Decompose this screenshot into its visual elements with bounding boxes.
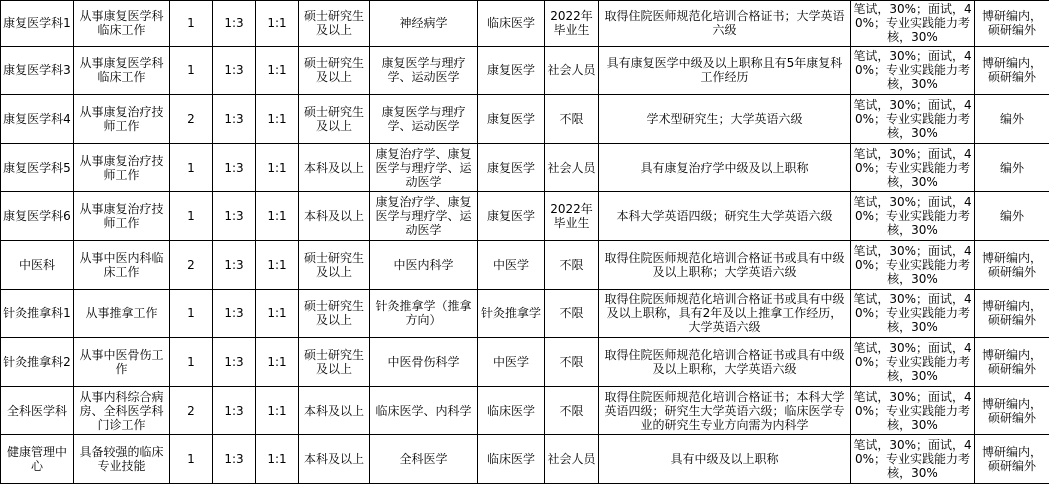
requirement-cell: 学术型研究生；大学英语六级 bbox=[599, 95, 851, 144]
major-cell: 针灸推拿学（推拿方向） bbox=[370, 289, 478, 338]
exam-weight-cell: 笔试，30%；面试，40%；专业实践能力考核，30% bbox=[851, 95, 975, 144]
hire-ratio-cell: 1:1 bbox=[256, 240, 299, 289]
department-cell: 康复医学科4 bbox=[1, 95, 74, 144]
interview-ratio-cell: 1:3 bbox=[213, 435, 256, 484]
duty-cell: 具备较强的临床专业技能 bbox=[74, 435, 170, 484]
headcount-cell: 1 bbox=[170, 143, 213, 192]
headcount-cell: 1 bbox=[170, 435, 213, 484]
headcount-cell: 1 bbox=[170, 1, 213, 47]
major-cell: 中医内科学 bbox=[370, 240, 478, 289]
table-row bbox=[1, 143, 1049, 192]
major-cell: 康复治疗学、康复医学与理疗学、运动医学 bbox=[370, 192, 478, 241]
exam-weight-cell: 笔试，30%；面试，40%；专业实践能力考核，30% bbox=[851, 143, 975, 192]
education-cell: 硕士研究生及以上 bbox=[299, 289, 370, 338]
duty-cell: 从事中医骨伤工作 bbox=[74, 338, 170, 387]
table-row bbox=[1, 435, 1049, 484]
department-cell: 全科医学科 bbox=[1, 386, 74, 435]
hire-ratio-cell: 1:1 bbox=[256, 95, 299, 144]
table-row bbox=[1, 192, 1049, 241]
major-cell: 全科医学 bbox=[370, 435, 478, 484]
requirement-cell: 具有康复治疗学中级及以上职称 bbox=[599, 143, 851, 192]
interview-ratio-cell: 1:3 bbox=[213, 143, 256, 192]
interview-ratio-cell: 1:3 bbox=[213, 1, 256, 47]
table-row bbox=[1, 95, 1049, 144]
education-cell: 本科及以上 bbox=[299, 386, 370, 435]
major-category-cell: 康复医学 bbox=[478, 46, 545, 95]
hire-ratio-cell: 1:1 bbox=[256, 46, 299, 95]
target-group-cell: 不限 bbox=[545, 95, 599, 144]
duty-cell: 从事康复治疗技师工作 bbox=[74, 192, 170, 241]
staffing-cell: 博研编内，硕研编外 bbox=[975, 46, 1049, 95]
major-cell: 康复医学与理疗学、运动医学 bbox=[370, 95, 478, 144]
duty-cell: 从事内科综合病房、全科医学科门诊工作 bbox=[74, 386, 170, 435]
target-group-cell: 不限 bbox=[545, 240, 599, 289]
requirement-cell: 取得住院医师规范化培训合格证书或具有中级及以上职称，大学英语六级 bbox=[599, 338, 851, 387]
target-group-cell: 社会人员 bbox=[545, 143, 599, 192]
target-group-cell: 不限 bbox=[545, 338, 599, 387]
staffing-cell: 博研编内，硕研编外 bbox=[975, 289, 1049, 338]
education-cell: 硕士研究生及以上 bbox=[299, 338, 370, 387]
education-cell: 本科及以上 bbox=[299, 192, 370, 241]
table-row bbox=[1, 46, 1049, 95]
duty-cell: 从事康复医学科临床工作 bbox=[74, 1, 170, 47]
table-row bbox=[1, 289, 1049, 338]
headcount-cell: 1 bbox=[170, 46, 213, 95]
staffing-cell: 博研编内，硕研编外 bbox=[975, 435, 1049, 484]
major-category-cell: 临床医学 bbox=[478, 435, 545, 484]
interview-ratio-cell: 1:3 bbox=[213, 192, 256, 241]
duty-cell: 从事康复治疗技师工作 bbox=[74, 95, 170, 144]
interview-ratio-cell: 1:3 bbox=[213, 95, 256, 144]
target-group-cell: 社会人员 bbox=[545, 435, 599, 484]
table-row bbox=[1, 386, 1049, 435]
table-row bbox=[1, 1, 1049, 47]
requirement-cell: 具有中级及以上职称 bbox=[599, 435, 851, 484]
table-row bbox=[1, 338, 1049, 387]
major-cell: 临床医学、内科学 bbox=[370, 386, 478, 435]
staffing-cell: 博研编内，硕研编外 bbox=[975, 386, 1049, 435]
target-group-cell: 2022年毕业生 bbox=[545, 192, 599, 241]
target-group-cell: 不限 bbox=[545, 386, 599, 435]
major-cell: 中医骨伤科学 bbox=[370, 338, 478, 387]
exam-weight-cell: 笔试，30%；面试，40%；专业实践能力考核，30% bbox=[851, 435, 975, 484]
staffing-cell: 博研编内，硕研编外 bbox=[975, 338, 1049, 387]
education-cell: 硕士研究生及以上 bbox=[299, 95, 370, 144]
major-category-cell: 康复医学 bbox=[478, 192, 545, 241]
major-cell: 康复治疗学、康复医学与理疗学、运动医学 bbox=[370, 143, 478, 192]
headcount-cell: 2 bbox=[170, 240, 213, 289]
major-category-cell: 康复医学 bbox=[478, 95, 545, 144]
hire-ratio-cell: 1:1 bbox=[256, 435, 299, 484]
major-category-cell: 中医学 bbox=[478, 338, 545, 387]
exam-weight-cell: 笔试，30%；面试，40%；专业实践能力考核，30% bbox=[851, 192, 975, 241]
department-cell: 康复医学科6 bbox=[1, 192, 74, 241]
duty-cell: 从事推拿工作 bbox=[74, 289, 170, 338]
education-cell: 硕士研究生及以上 bbox=[299, 240, 370, 289]
hire-ratio-cell: 1:1 bbox=[256, 386, 299, 435]
education-cell: 硕士研究生及以上 bbox=[299, 46, 370, 95]
duty-cell: 从事中医内科临床工作 bbox=[74, 240, 170, 289]
requirement-cell: 取得住院医师规范化培训合格证书或具有中级及以上职称；大学英语六级 bbox=[599, 240, 851, 289]
staffing-cell: 编外 bbox=[975, 95, 1049, 144]
education-cell: 本科及以上 bbox=[299, 143, 370, 192]
interview-ratio-cell: 1:3 bbox=[213, 240, 256, 289]
staffing-cell: 编外 bbox=[975, 143, 1049, 192]
hire-ratio-cell: 1:1 bbox=[256, 289, 299, 338]
requirement-cell: 取得住院医师规范化培训合格证书；大学英语六级 bbox=[599, 1, 851, 47]
exam-weight-cell: 笔试，30%；面试，40%；专业实践能力考核，30% bbox=[851, 1, 975, 47]
interview-ratio-cell: 1:3 bbox=[213, 289, 256, 338]
major-category-cell: 康复医学 bbox=[478, 143, 545, 192]
major-category-cell: 中医学 bbox=[478, 240, 545, 289]
table-row bbox=[1, 240, 1049, 289]
requirement-cell: 具有康复医学中级及以上职称且有5年康复科工作经历 bbox=[599, 46, 851, 95]
hire-ratio-cell: 1:1 bbox=[256, 143, 299, 192]
exam-weight-cell: 笔试，30%；面试，40%；专业实践能力考核，30% bbox=[851, 338, 975, 387]
exam-weight-cell: 笔试，30%；面试，40%；专业实践能力考核，30% bbox=[851, 289, 975, 338]
exam-weight-cell: 笔试，30%；面试，40%；专业实践能力考核，30% bbox=[851, 240, 975, 289]
hire-ratio-cell: 1:1 bbox=[256, 338, 299, 387]
staffing-cell: 博研编内，硕研编外 bbox=[975, 240, 1049, 289]
department-cell: 中医科 bbox=[1, 240, 74, 289]
major-category-cell: 针灸推拿学 bbox=[478, 289, 545, 338]
table-body bbox=[1, 1, 1049, 484]
interview-ratio-cell: 1:3 bbox=[213, 46, 256, 95]
department-cell: 针灸推拿科2 bbox=[1, 338, 74, 387]
department-cell: 健康管理中心 bbox=[1, 435, 74, 484]
hire-ratio-cell: 1:1 bbox=[256, 192, 299, 241]
interview-ratio-cell: 1:3 bbox=[213, 386, 256, 435]
headcount-cell: 2 bbox=[170, 95, 213, 144]
exam-weight-cell: 笔试，30%；面试，40%；专业实践能力考核，30% bbox=[851, 386, 975, 435]
major-category-cell: 临床医学 bbox=[478, 1, 545, 47]
headcount-cell: 1 bbox=[170, 338, 213, 387]
staffing-cell: 博研编内，硕研编外 bbox=[975, 1, 1049, 47]
target-group-cell: 不限 bbox=[545, 289, 599, 338]
education-cell: 硕士研究生及以上 bbox=[299, 1, 370, 47]
requirement-cell: 取得住院医师规范化培训合格证书；本科大学英语四级；研究生大学英语六级；临床医学专业的研究生专业方向需为内科学 bbox=[599, 386, 851, 435]
interview-ratio-cell: 1:3 bbox=[213, 338, 256, 387]
requirement-cell: 本科大学英语四级；研究生大学英语六级 bbox=[599, 192, 851, 241]
education-cell: 本科及以上 bbox=[299, 435, 370, 484]
headcount-cell: 1 bbox=[170, 192, 213, 241]
department-cell: 康复医学科1 bbox=[1, 1, 74, 47]
major-category-cell: 临床医学 bbox=[478, 386, 545, 435]
headcount-cell: 2 bbox=[170, 386, 213, 435]
requirement-cell: 取得住院医师规范化培训合格证书或具有中级及以上职称，具有2年及以上推拿工作经历，大学英语六级 bbox=[599, 289, 851, 338]
major-cell: 神经病学 bbox=[370, 1, 478, 47]
duty-cell: 从事康复医学科临床工作 bbox=[74, 46, 170, 95]
department-cell: 康复医学科3 bbox=[1, 46, 74, 95]
target-group-cell: 社会人员 bbox=[545, 46, 599, 95]
headcount-cell: 1 bbox=[170, 289, 213, 338]
exam-weight-cell: 笔试，30%；面试，40%；专业实践能力考核，30% bbox=[851, 46, 975, 95]
hire-ratio-cell: 1:1 bbox=[256, 1, 299, 47]
department-cell: 针灸推拿科1 bbox=[1, 289, 74, 338]
major-cell: 康复医学与理疗学、运动医学 bbox=[370, 46, 478, 95]
target-group-cell: 2022年毕业生 bbox=[545, 1, 599, 47]
department-cell: 康复医学科5 bbox=[1, 143, 74, 192]
staffing-cell: 编外 bbox=[975, 192, 1049, 241]
duty-cell: 从事康复治疗技师工作 bbox=[74, 143, 170, 192]
